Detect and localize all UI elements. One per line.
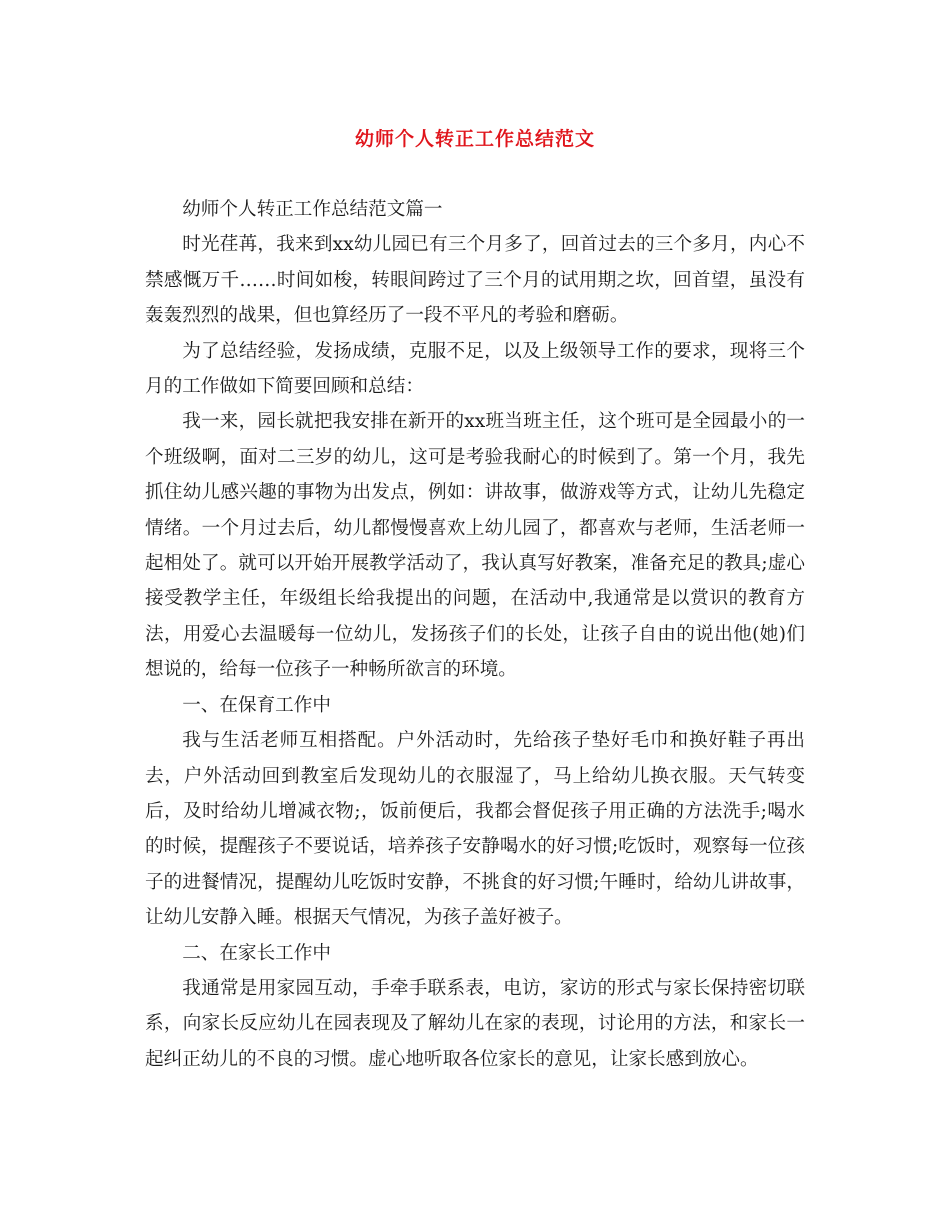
section-heading: 一、在保育工作中 bbox=[182, 694, 331, 716]
paragraph: 时光荏苒，我来到xx幼儿园已有三个月多了，回首过去的三个多月，内心不禁感慨万千……时间如梭，转眼间跨过了三个月的试用期之坎，回首望，虽没有轰轰烈烈的战果，但也算经历了一段不平凡的考验和磨砺。 bbox=[145, 234, 805, 327]
section-heading: 二、在家长工作中 bbox=[182, 942, 331, 964]
document-body bbox=[145, 192, 805, 1077]
paragraph: 我与生活老师互相搭配。户外活动时，先给孩子垫好毛巾和换好鞋子再出去，户外活动回到教室后发现幼儿的衣服湿了，马上给幼儿换衣服。天气转变后，及时给幼儿增减衣物;，饭前便后，我都会督促孩子用正确的方法洗手;喝水的时候，提醒孩子不要说话，培养孩子安静喝水的好习惯;吃饭时，观察每一位孩子的进餐情况，提醒幼儿吃饭时安静，不挑食的好习惯;午睡时，给幼儿讲故事，让幼儿安静入睡。根据天气情况，为孩子盖好被子。 bbox=[145, 730, 805, 929]
document-title: 幼师个人转正工作总结范文 bbox=[354, 128, 595, 150]
paragraph: 我通常是用家园互动，手牵手联系表，电访，家访的形式与家长保持密切联系，向家长反应幼儿在园表现及了解幼儿在家的表现，讨论用的方法，和家长一起纠正幼儿的不良的习惯。虚心地听取各位家长的意见，让家长感到放心。 bbox=[145, 977, 805, 1070]
section-heading: 幼师个人转正工作总结范文篇一 bbox=[182, 199, 443, 220]
paragraph: 为了总结经验，发扬成绩，克服不足，以及上级领导工作的要求，现将三个月的工作做如下简要回顾和总结： bbox=[145, 340, 805, 398]
paragraph: 我一来，园长就把我安排在新开的xx班当班主任，这个班可是全园最小的一个班级啊，面对二三岁的幼儿，这可是考验我耐心的时候到了。第一个月，我先抓住幼儿感兴趣的事物为出发点，例如：讲故事，做游戏等方式，让幼儿先稳定情绪。一个月过去后，幼儿都慢慢喜欢上幼儿园了，都喜欢与老师，生活老师一起相处了。就可以开始开展教学活动了，我认真写好教案，准备充足的教具;虚心接受教学主任，年级组长给我提出的问题，在活动中,我通常是以赏识的教育方法，用爱心去温暖每一位幼儿，发扬孩子们的长处，让孩子自由的说出他(她)们想说的，给每一位孩子一种畅所欲言的环境。 bbox=[145, 411, 805, 681]
